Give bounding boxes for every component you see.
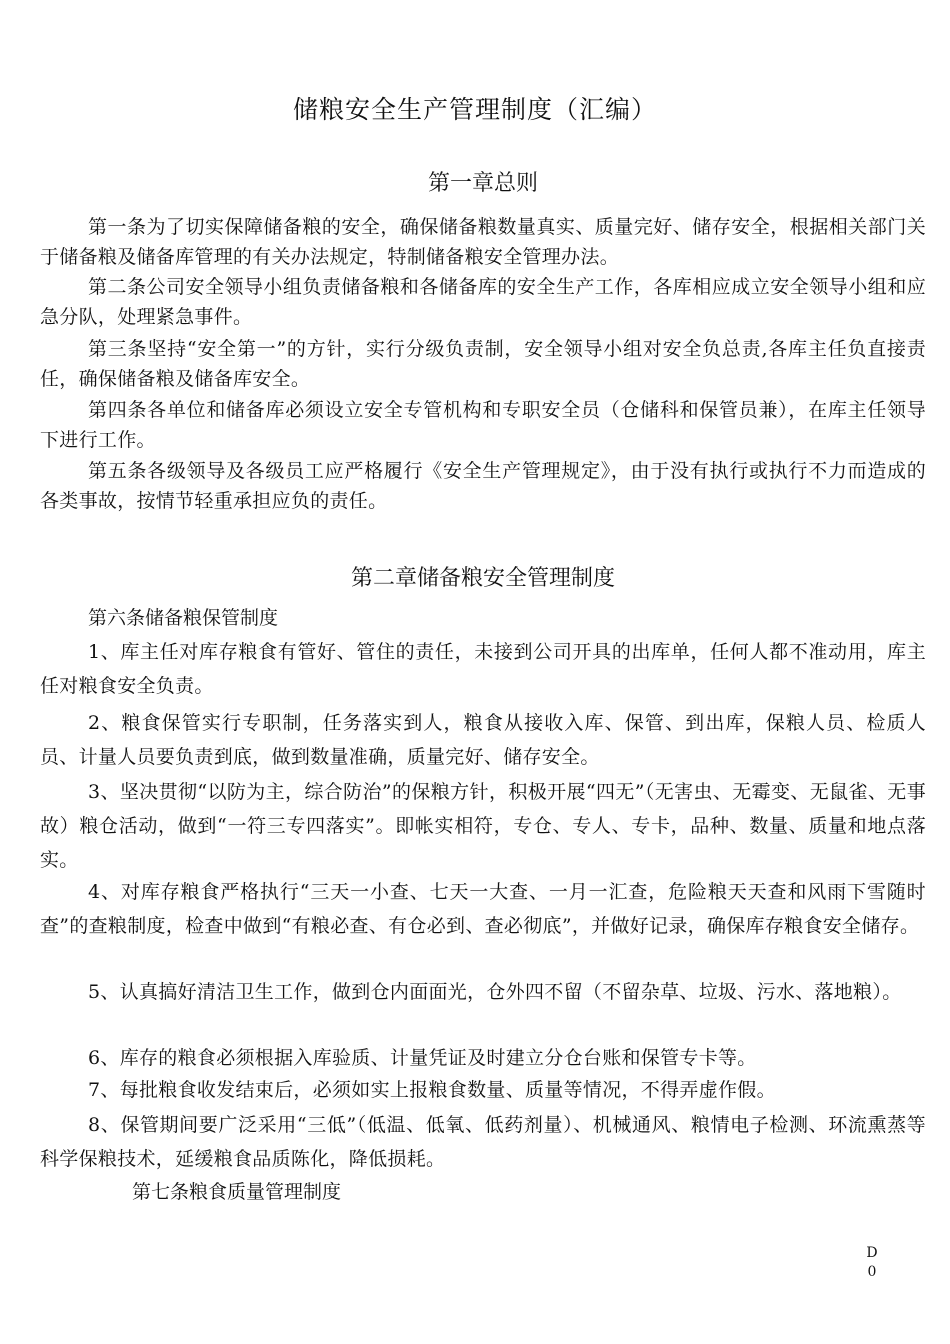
page-footer-mark <box>864 1244 880 1282</box>
article-3: 第三条坚持“安全第一”的方针，实行分级负责制，安全领导小组对安全负总责,各库主任负直接责任，确保储备粮及储备库安全。 <box>40 338 926 390</box>
storage-rule-1: 1、库主任对库存粮食有管好、管住的责任，未接到公司开具的出库单，任何人都不准动用，库主任对粮食安全负责。 <box>40 641 926 697</box>
storage-rule-7: 7、每批粮食收发结束后，必须如实上报粮食数量、质量等情况，不得弄虚作假。 <box>88 1079 776 1101</box>
storage-rule-8: 8、保管期间要广泛采用“三低”（低温、低氧、低药剂量）、机械通风、粮情电子检测、环流熏蒸等科学保粮技术，延缓粮食品质陈化，降低损耗。 <box>40 1114 926 1170</box>
storage-rule-2: 2、粮食保管实行专职制，任务落实到人，粮食从接收入库、保管、到出库，保粮人员、检质人员、计量人员要负责到底，做到数量准确，质量完好、储存安全。 <box>40 712 926 768</box>
article-5: 第五条各级领导及各级员工应严格履行《安全生产管理规定》，由于没有执行或执行不力而造成的各类事故，按情节轻重承担应负的责任。 <box>40 460 926 512</box>
document-title: 储粮安全生产管理制度（汇编） <box>292 95 657 124</box>
storage-rule-5: 5、认真搞好清洁卫生工作，做到仓内面面光，仓外四不留（不留杂草、垃圾、污水、落地粮）。 <box>88 981 902 1003</box>
article-1: 第一条为了切实保障储备粮的安全，确保储备粮数量真实、质量完好、储存安全，根据相关部门关于储备粮及储备库管理的有关办法规定，特制储备粮安全管理办法。 <box>40 216 926 268</box>
article-4: 第四条各单位和储备库必须设立安全专管机构和专职安全员（仓储科和保管员兼），在库主任领导下进行工作。 <box>40 399 926 451</box>
article-6-title: 第六条储备粮保管制度 <box>88 607 279 629</box>
chapter-1-title: 第一章总则 <box>427 171 538 196</box>
storage-rule-4: 4、对库存粮食严格执行“三天一小查、七天一大查、一月一汇查，危险粮天天查和风雨下雪随时查”的查粮制度，检查中做到“有粮必查、有仓必到、查必彻底”，并做好记录，确保库存粮食安全储存。 <box>40 881 926 937</box>
footer-mark-digit: 0 <box>867 1264 877 1280</box>
article-2: 第二条公司安全领导小组负责储备粮和各储备库的安全生产工作，各库相应成立安全领导小组和应急分队，处理紧急事件。 <box>40 276 926 328</box>
article-7-title: 第七条粮食质量管理制度 <box>132 1181 342 1203</box>
footer-mark-letter: D <box>866 1245 878 1261</box>
storage-rule-6: 6、库存的粮食必须根据入库验质、计量凭证及时建立分仓台账和保管专卡等。 <box>88 1047 757 1069</box>
chapter-2-title: 第二章储备粮安全管理制度 <box>350 566 615 591</box>
storage-rule-3: 3、坚决贯彻“以防为主，综合防治”的保粮方针，积极开展“四无”（无害虫、无霉变、无鼠雀、无事故）粮仓活动，做到“一符三专四落实”。即帐实相符，专仓、专人、专卡，品种、数量、质量和地点落实。 <box>40 781 926 871</box>
